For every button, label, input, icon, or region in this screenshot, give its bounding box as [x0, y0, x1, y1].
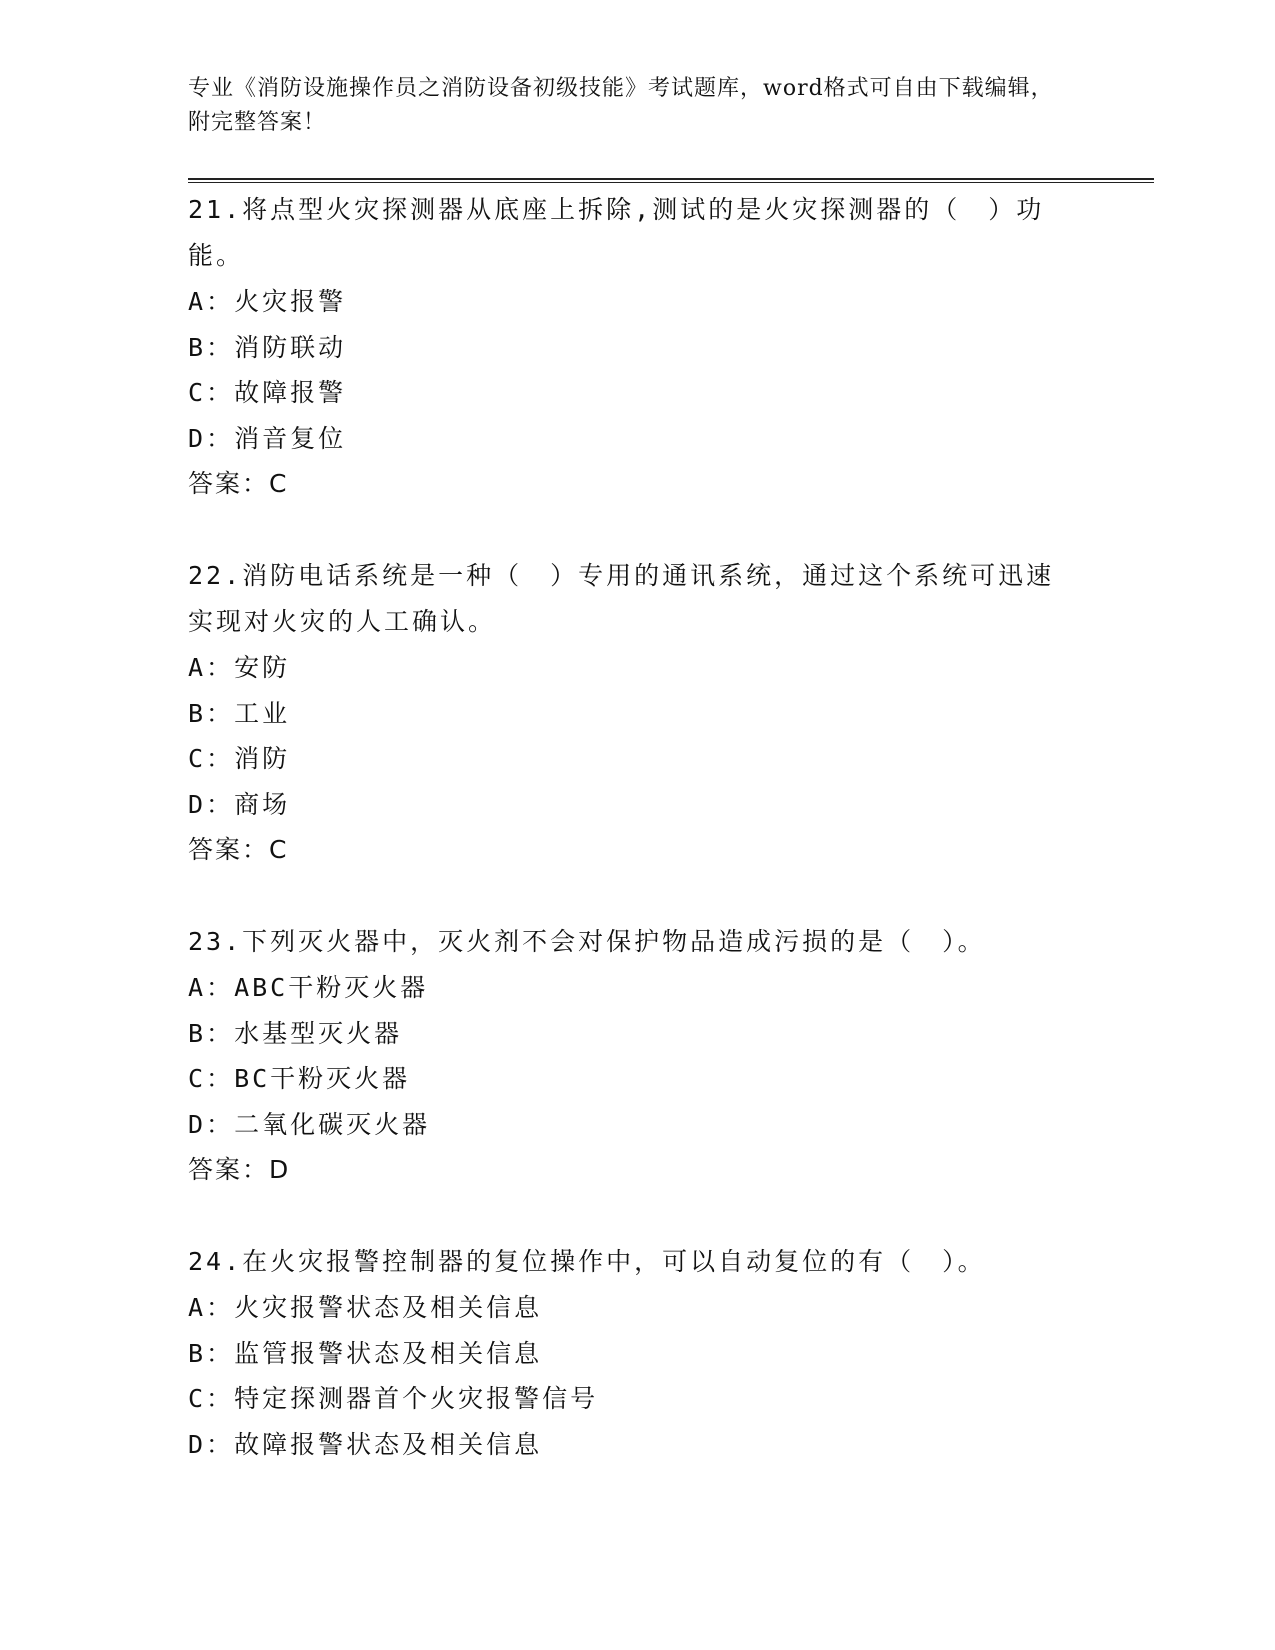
question-21 — [188, 187, 1088, 507]
option-letter: D： — [188, 789, 235, 819]
option-text: 消音复位 — [234, 423, 347, 453]
option-text: BC干粉灭火器 — [234, 1064, 411, 1093]
option-letter: A： — [188, 1293, 235, 1322]
option-text: 商场 — [234, 789, 291, 819]
option-text: 火灾报警状态及相关信息 — [234, 1293, 543, 1322]
option-text: 火灾报警 — [234, 287, 347, 316]
option-text: 安防 — [234, 653, 291, 682]
option-letter: C： — [188, 1064, 235, 1093]
option-letter: A： — [188, 653, 235, 682]
option-b — [188, 691, 1088, 737]
answer-line: 答案：C — [188, 469, 289, 498]
option-letter: D： — [188, 423, 235, 453]
option-c — [188, 1376, 1088, 1422]
option-c — [188, 736, 1088, 782]
question-stem: 21.将点型火灾探测器从底座上拆除,测试的是火灾探测器的（ ）功能。 — [188, 195, 1045, 270]
option-b — [188, 1331, 1088, 1377]
question-list — [188, 187, 1088, 1513]
question-24 — [188, 1239, 1088, 1467]
option-text: 消防 — [234, 744, 291, 773]
option-d — [188, 782, 1088, 828]
header-note: 专业《消防设施操作员之消防设备初级技能》考试题库，word格式可自由下载编辑，附完整答案！ — [188, 76, 1054, 135]
option-letter: C： — [188, 1384, 235, 1413]
option-text: ABC干粉灭火器 — [234, 973, 429, 1002]
option-letter: B： — [188, 332, 235, 362]
option-text: 水基型灭火器 — [234, 1018, 403, 1048]
option-a — [188, 645, 1088, 691]
option-letter: A： — [188, 287, 235, 316]
option-d — [188, 416, 1088, 462]
question-23 — [188, 919, 1088, 1193]
option-text: 故障报警状态及相关信息 — [234, 1429, 543, 1459]
option-letter: C： — [188, 378, 235, 407]
option-letter: B： — [188, 1018, 235, 1048]
option-letter: A： — [188, 973, 235, 1002]
option-text: 特定探测器首个火灾报警信号 — [234, 1384, 599, 1413]
option-b — [188, 1011, 1088, 1057]
option-a — [188, 1285, 1088, 1331]
option-letter: B： — [188, 698, 235, 728]
option-text: 消防联动 — [234, 332, 347, 362]
question-stem: 22.消防电话系统是一种（ ）专用的通讯系统，通过这个系统可迅速实现对火灾的人工确认。 — [188, 561, 1055, 636]
option-d — [188, 1102, 1088, 1148]
option-a — [188, 279, 1088, 325]
option-c — [188, 1056, 1088, 1102]
answer-line: 答案：C — [188, 835, 289, 864]
option-a — [188, 965, 1088, 1011]
option-b — [188, 325, 1088, 371]
question-stem: 23.下列灭火器中，灭火剂不会对保护物品造成污损的是（ ）。 — [188, 927, 986, 956]
option-letter: C： — [188, 744, 235, 773]
option-text: 工业 — [234, 698, 291, 728]
question-22 — [188, 553, 1088, 873]
option-c — [188, 370, 1088, 416]
question-stem: 24.在火灾报警控制器的复位操作中，可以自动复位的有（ ）。 — [188, 1247, 986, 1276]
header-divider — [188, 178, 1154, 183]
option-letter: B： — [188, 1338, 235, 1368]
answer-line: 答案：D — [188, 1155, 291, 1184]
option-letter: D： — [188, 1109, 235, 1139]
option-text: 故障报警 — [234, 378, 347, 407]
option-letter: D： — [188, 1429, 235, 1459]
option-text: 监管报警状态及相关信息 — [234, 1338, 543, 1368]
option-text: 二氧化碳灭火器 — [234, 1109, 431, 1139]
option-d — [188, 1422, 1088, 1468]
